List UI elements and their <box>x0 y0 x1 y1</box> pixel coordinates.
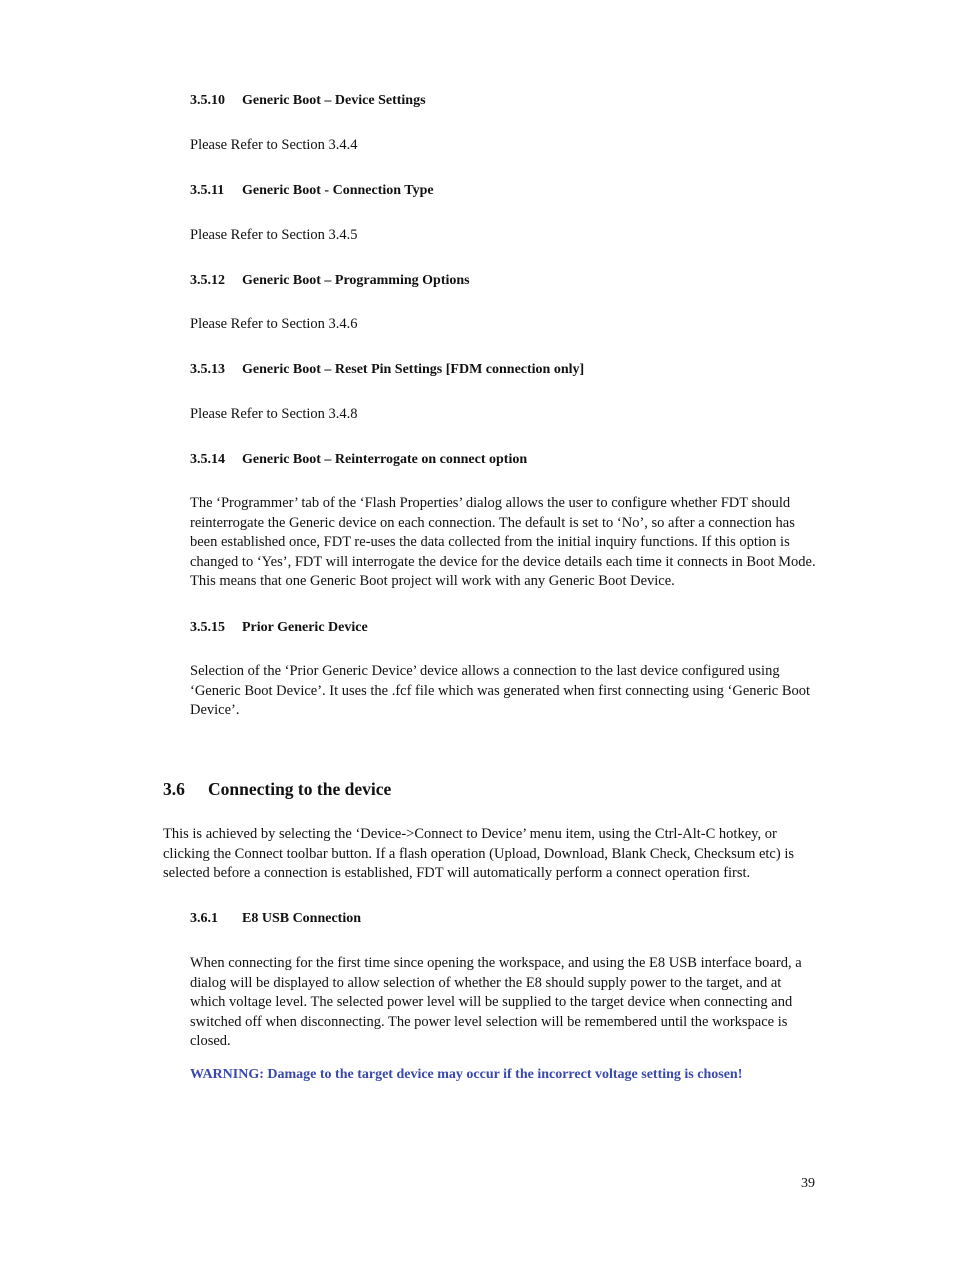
section-title: E8 USB Connection <box>242 911 362 926</box>
warning-text: WARNING: Damage to the target device may occur if the incorrect voltage setting is chosen! <box>190 1067 743 1082</box>
section-body: Selection of the ‘Prior Generic Device’ device allows a connection to the last device configured using ‘Generic Boot Device’. It uses the .fcf file which was generated when first connecting using ‘Generic Boot Device’. <box>190 663 811 718</box>
section-number: 3.5.10 <box>190 93 225 108</box>
section-title: Generic Boot – Programming Options <box>242 273 470 288</box>
section-body: When connecting for the first time since opening the workspace, and using the E8 USB interface board, a dialog will be displayed to allow selection of whether the E8 should supply power to the target, and at which voltage level. The selected power level will be supplied to the target device when connecting and switched off when disconnecting. The power level selection will be remembered until the workspace is closed. <box>190 955 802 1049</box>
section-heading <box>190 92 426 110</box>
section-title: Generic Boot – Device Settings <box>242 93 426 108</box>
section-title: Generic Boot – Reinterrogate on connect option <box>242 452 528 467</box>
section-number: 3.5.12 <box>190 273 225 288</box>
section-number: 3.5.13 <box>190 362 225 377</box>
page-number: 39 <box>801 1176 815 1191</box>
section-body: This is achieved by selecting the ‘Device->Connect to Device’ menu item, using the Ctrl-Alt-C hotkey, or clicking the Connect toolbar button. If a flash operation (Upload, Download, Blank Check, Checksum etc) is selected before a connection is established, FDT will automatically perform a connect operation first. <box>163 826 794 881</box>
section-heading <box>190 272 470 290</box>
section-body: Please Refer to Section 3.4.4 <box>190 137 358 153</box>
section-title: Connecting to the device <box>208 779 392 799</box>
section-heading <box>190 182 434 200</box>
section-number: 3.5.15 <box>190 620 225 635</box>
section-number: 3.6.1 <box>190 911 218 926</box>
section-title: Generic Boot - Connection Type <box>242 183 434 198</box>
section-heading <box>190 910 361 928</box>
section-heading <box>190 451 527 469</box>
section-body: Please Refer to Section 3.4.6 <box>190 316 358 332</box>
section-heading <box>190 361 584 379</box>
section-body: The ‘Programmer’ tab of the ‘Flash Properties’ dialog allows the user to configure whether FDT should reinterrogate the Generic device on each connection. The default is set to ‘No’, so after a connection has been established once, FDT re-uses the data collected from the initial inquiry functions. If this option is changed to ‘Yes’, FDT will interrogate the device for the device details each time it connects in Boot Mode. This means that one Generic Boot project will work with any Generic Boot Device. <box>190 495 816 589</box>
section-heading <box>190 619 368 637</box>
section-title: Generic Boot – Reset Pin Settings [FDM connection only] <box>242 362 585 377</box>
section-heading-major <box>163 778 391 800</box>
section-title: Prior Generic Device <box>242 620 368 635</box>
section-body: Please Refer to Section 3.4.5 <box>190 227 358 243</box>
section-number: 3.5.11 <box>190 183 225 198</box>
section-number: 3.6 <box>163 779 185 799</box>
section-body: Please Refer to Section 3.4.8 <box>190 406 358 422</box>
section-number: 3.5.14 <box>190 452 225 467</box>
